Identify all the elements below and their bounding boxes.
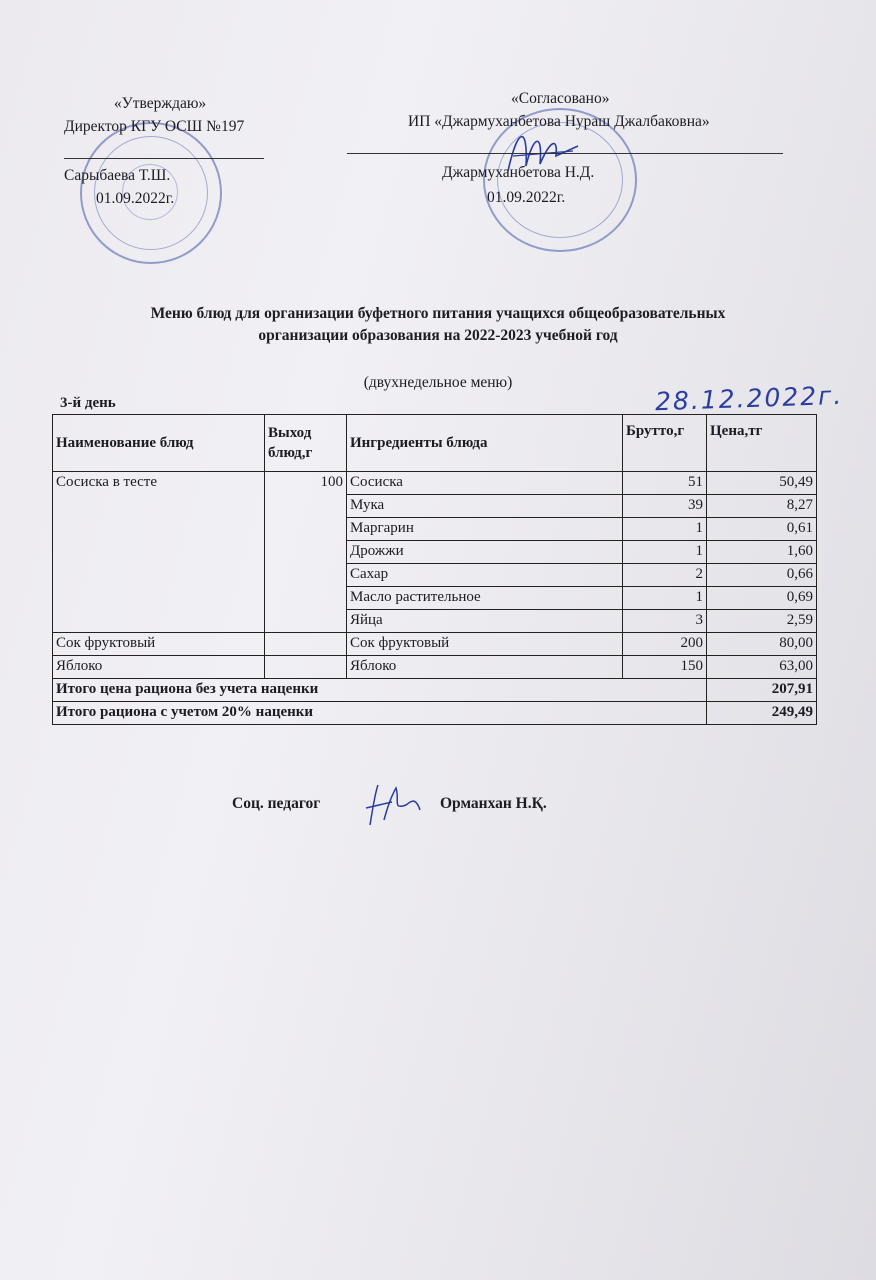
agree-date: 01.09.2022г. — [487, 189, 566, 206]
title-line-1: Меню блюд для организации буфетного питания учащихся общеобразовательных — [150, 305, 726, 322]
price-cell: 8,27 — [707, 495, 817, 518]
total-label: Итого рациона с учетом 20% наценки — [53, 702, 707, 725]
approve-name: Сарыбаева Т.Ш. — [64, 167, 171, 184]
agree-name: Джармуханбетова Н.Д. — [442, 164, 595, 181]
day-label: 3-й день — [60, 395, 116, 411]
signature-scribble-footer — [362, 780, 422, 830]
ingredient-cell: Дрожжи — [347, 541, 623, 564]
header-gross: Брутто,г — [623, 415, 707, 472]
ingredient-cell: Масло растительное — [347, 587, 623, 610]
gross-cell: 200 — [623, 633, 707, 656]
price-cell: 80,00 — [707, 633, 817, 656]
footer-role: Соц. педагог — [232, 795, 321, 812]
price-cell: 0,69 — [707, 587, 817, 610]
approve-date: 01.09.2022г. — [96, 190, 175, 207]
total-value: 207,91 — [707, 679, 817, 702]
price-cell: 1,60 — [707, 541, 817, 564]
menu-table — [52, 414, 817, 725]
dish-name-cell: Сок фруктовый — [53, 633, 265, 656]
price-cell: 0,61 — [707, 518, 817, 541]
title-line-2: организации образования на 2022-2023 учебной год — [258, 327, 618, 344]
dish-output-cell — [265, 656, 347, 679]
dish-name-cell: Сосиска в тесте — [53, 472, 265, 633]
agree-label: «Согласовано» — [511, 90, 610, 107]
handwritten-date: 28.12.2022г. — [654, 380, 844, 417]
approve-label: «Утверждаю» — [114, 95, 207, 112]
document-title — [40, 303, 836, 347]
header-dish: Наименование блюд — [53, 415, 265, 472]
price-cell: 2,59 — [707, 610, 817, 633]
ingredient-cell: Мука — [347, 495, 623, 518]
total-row-base — [53, 679, 817, 702]
table-row — [53, 472, 817, 495]
document-subtitle: (двухнедельное меню) — [363, 374, 513, 391]
gross-cell: 150 — [623, 656, 707, 679]
ingredient-cell: Сосиска — [347, 472, 623, 495]
total-value: 249,49 — [707, 702, 817, 725]
total-label: Итого цена рациона без учета наценки — [53, 679, 707, 702]
dish-output-cell — [265, 633, 347, 656]
ingredient-cell: Яйца — [347, 610, 623, 633]
dish-output-cell: 100 — [265, 472, 347, 633]
price-cell: 63,00 — [707, 656, 817, 679]
price-cell: 0,66 — [707, 564, 817, 587]
table-header-row — [53, 415, 817, 472]
dish-name-cell: Яблоко — [53, 656, 265, 679]
table-row — [53, 656, 817, 679]
agree-signature-line — [347, 153, 783, 154]
gross-cell: 1 — [623, 541, 707, 564]
approve-signature-line — [64, 158, 264, 159]
header-output: Выход блюд,г — [265, 415, 347, 472]
ingredient-cell: Яблоко — [347, 656, 623, 679]
gross-cell: 1 — [623, 587, 707, 610]
ingredient-cell: Маргарин — [347, 518, 623, 541]
gross-cell: 51 — [623, 472, 707, 495]
header-price: Цена,тг — [707, 415, 817, 472]
table-row — [53, 633, 817, 656]
approve-position: Директор КГУ ОСШ №197 — [64, 118, 245, 135]
agree-position: ИП «Джармуханбетова Нураш Джалбаковна» — [408, 113, 710, 130]
ingredient-cell: Сахар — [347, 564, 623, 587]
gross-cell: 2 — [623, 564, 707, 587]
price-cell: 50,49 — [707, 472, 817, 495]
gross-cell: 1 — [623, 518, 707, 541]
footer-name: Орманхан Н.Қ. — [440, 795, 547, 812]
gross-cell: 3 — [623, 610, 707, 633]
gross-cell: 39 — [623, 495, 707, 518]
ingredient-cell: Сок фруктовый — [347, 633, 623, 656]
total-row-markup — [53, 702, 817, 725]
header-ingredients: Ингредиенты блюда — [347, 415, 623, 472]
